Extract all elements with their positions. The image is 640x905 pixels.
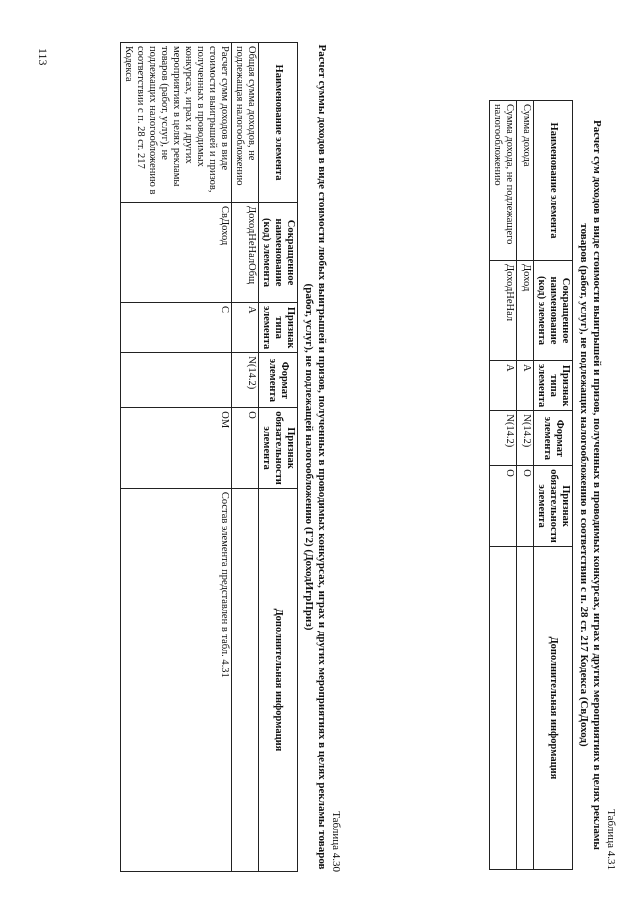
- header-cell: Признак типа элемента: [259, 303, 298, 353]
- header-cell: Наименование элемента: [534, 101, 573, 261]
- table-cell: А: [517, 361, 534, 411]
- page-number: 113: [36, 48, 50, 66]
- header-cell: Дополнительная информация: [259, 488, 298, 871]
- header-cell: Наименование элемента: [259, 43, 298, 203]
- data-table: [120, 42, 298, 872]
- data-table: [489, 100, 573, 870]
- table-caption: Таблица 4.31: [605, 809, 617, 870]
- table-cell: О: [517, 466, 534, 547]
- table-cell: ДоходНеНалОбщ: [232, 203, 259, 303]
- table-cell: Сумма дохода, не подлежащего налогообложению: [490, 101, 517, 261]
- table-row: [517, 101, 534, 870]
- table-cell: Доход: [517, 261, 534, 361]
- table-row: [490, 101, 517, 870]
- table-cell: [517, 546, 534, 869]
- header-cell: Признак обязательности элемента: [534, 466, 573, 547]
- table-caption: Таблица 4.30: [330, 811, 342, 872]
- table-header-row: [534, 101, 573, 870]
- table-cell: СвДоход: [121, 203, 232, 303]
- table-4-30-block: [120, 42, 342, 872]
- header-cell: Признак типа элемента: [534, 361, 573, 411]
- table-cell: [490, 546, 517, 869]
- table-4-31-block: [489, 100, 617, 870]
- table-row: [121, 43, 232, 872]
- table-cell: С: [121, 303, 232, 353]
- table-header-row: [259, 43, 298, 872]
- table-cell: Сумма дохода: [517, 101, 534, 261]
- header-cell: Сокращенное наименование (код) элемента: [259, 203, 298, 303]
- table-cell: О: [490, 466, 517, 547]
- table-cell: [121, 353, 232, 408]
- table-cell: Состав элемента представлен в табл. 4.31: [121, 488, 232, 871]
- header-cell: Признак обязательности элемента: [259, 408, 298, 489]
- table-title: Расчет сум доходов в виде стоимости выигрышей и призов, полученных в проводимых конкурсах, играх и других мероприятиях в целях рекламы товаров (работ, услуг), не подлежащих налогообложению в соответствии с п. 28 ст. 217 Кодекса (СвДоход): [578, 119, 603, 850]
- table-cell: Общая сумма доходов, не подлежащая налогообложению: [232, 43, 259, 203]
- table-cell: ДоходНеНал: [490, 261, 517, 361]
- table-cell: А: [490, 361, 517, 411]
- table-title: Расчет суммы доходов в виде стоимости любых выигрышей и призов, полученных в проводимых конкурсах, играх и других мероприятиях в целях рекламы товаров (работ, услуг), не подлежащей налогообложению (Г2) (ДоходИгрПриз): [303, 44, 328, 870]
- table-cell: N(14.2): [517, 411, 534, 466]
- table-cell: [232, 488, 259, 871]
- table-cell: Расчет сумм доходов в виде стоимости выигрышей и призов, полученных в проводимых конкурсах, играх и других мероприятиях в целях рекламы товаров (работ, услуг), не подлежащих налогообложению в соответствии с п. 28 ст. 217 Кодекса: [121, 43, 232, 203]
- header-cell: Формат элемента: [259, 353, 298, 408]
- table-row: [232, 43, 259, 872]
- table-cell: А: [232, 303, 259, 353]
- table-cell: N(14.2): [232, 353, 259, 408]
- header-cell: Формат элемента: [534, 411, 573, 466]
- header-cell: Сокращенное наименование (код) элемента: [534, 261, 573, 361]
- table-cell: N(14.2): [490, 411, 517, 466]
- table-cell: ОМ: [121, 408, 232, 489]
- table-cell: О: [232, 408, 259, 489]
- header-cell: Дополнительная информация: [534, 546, 573, 869]
